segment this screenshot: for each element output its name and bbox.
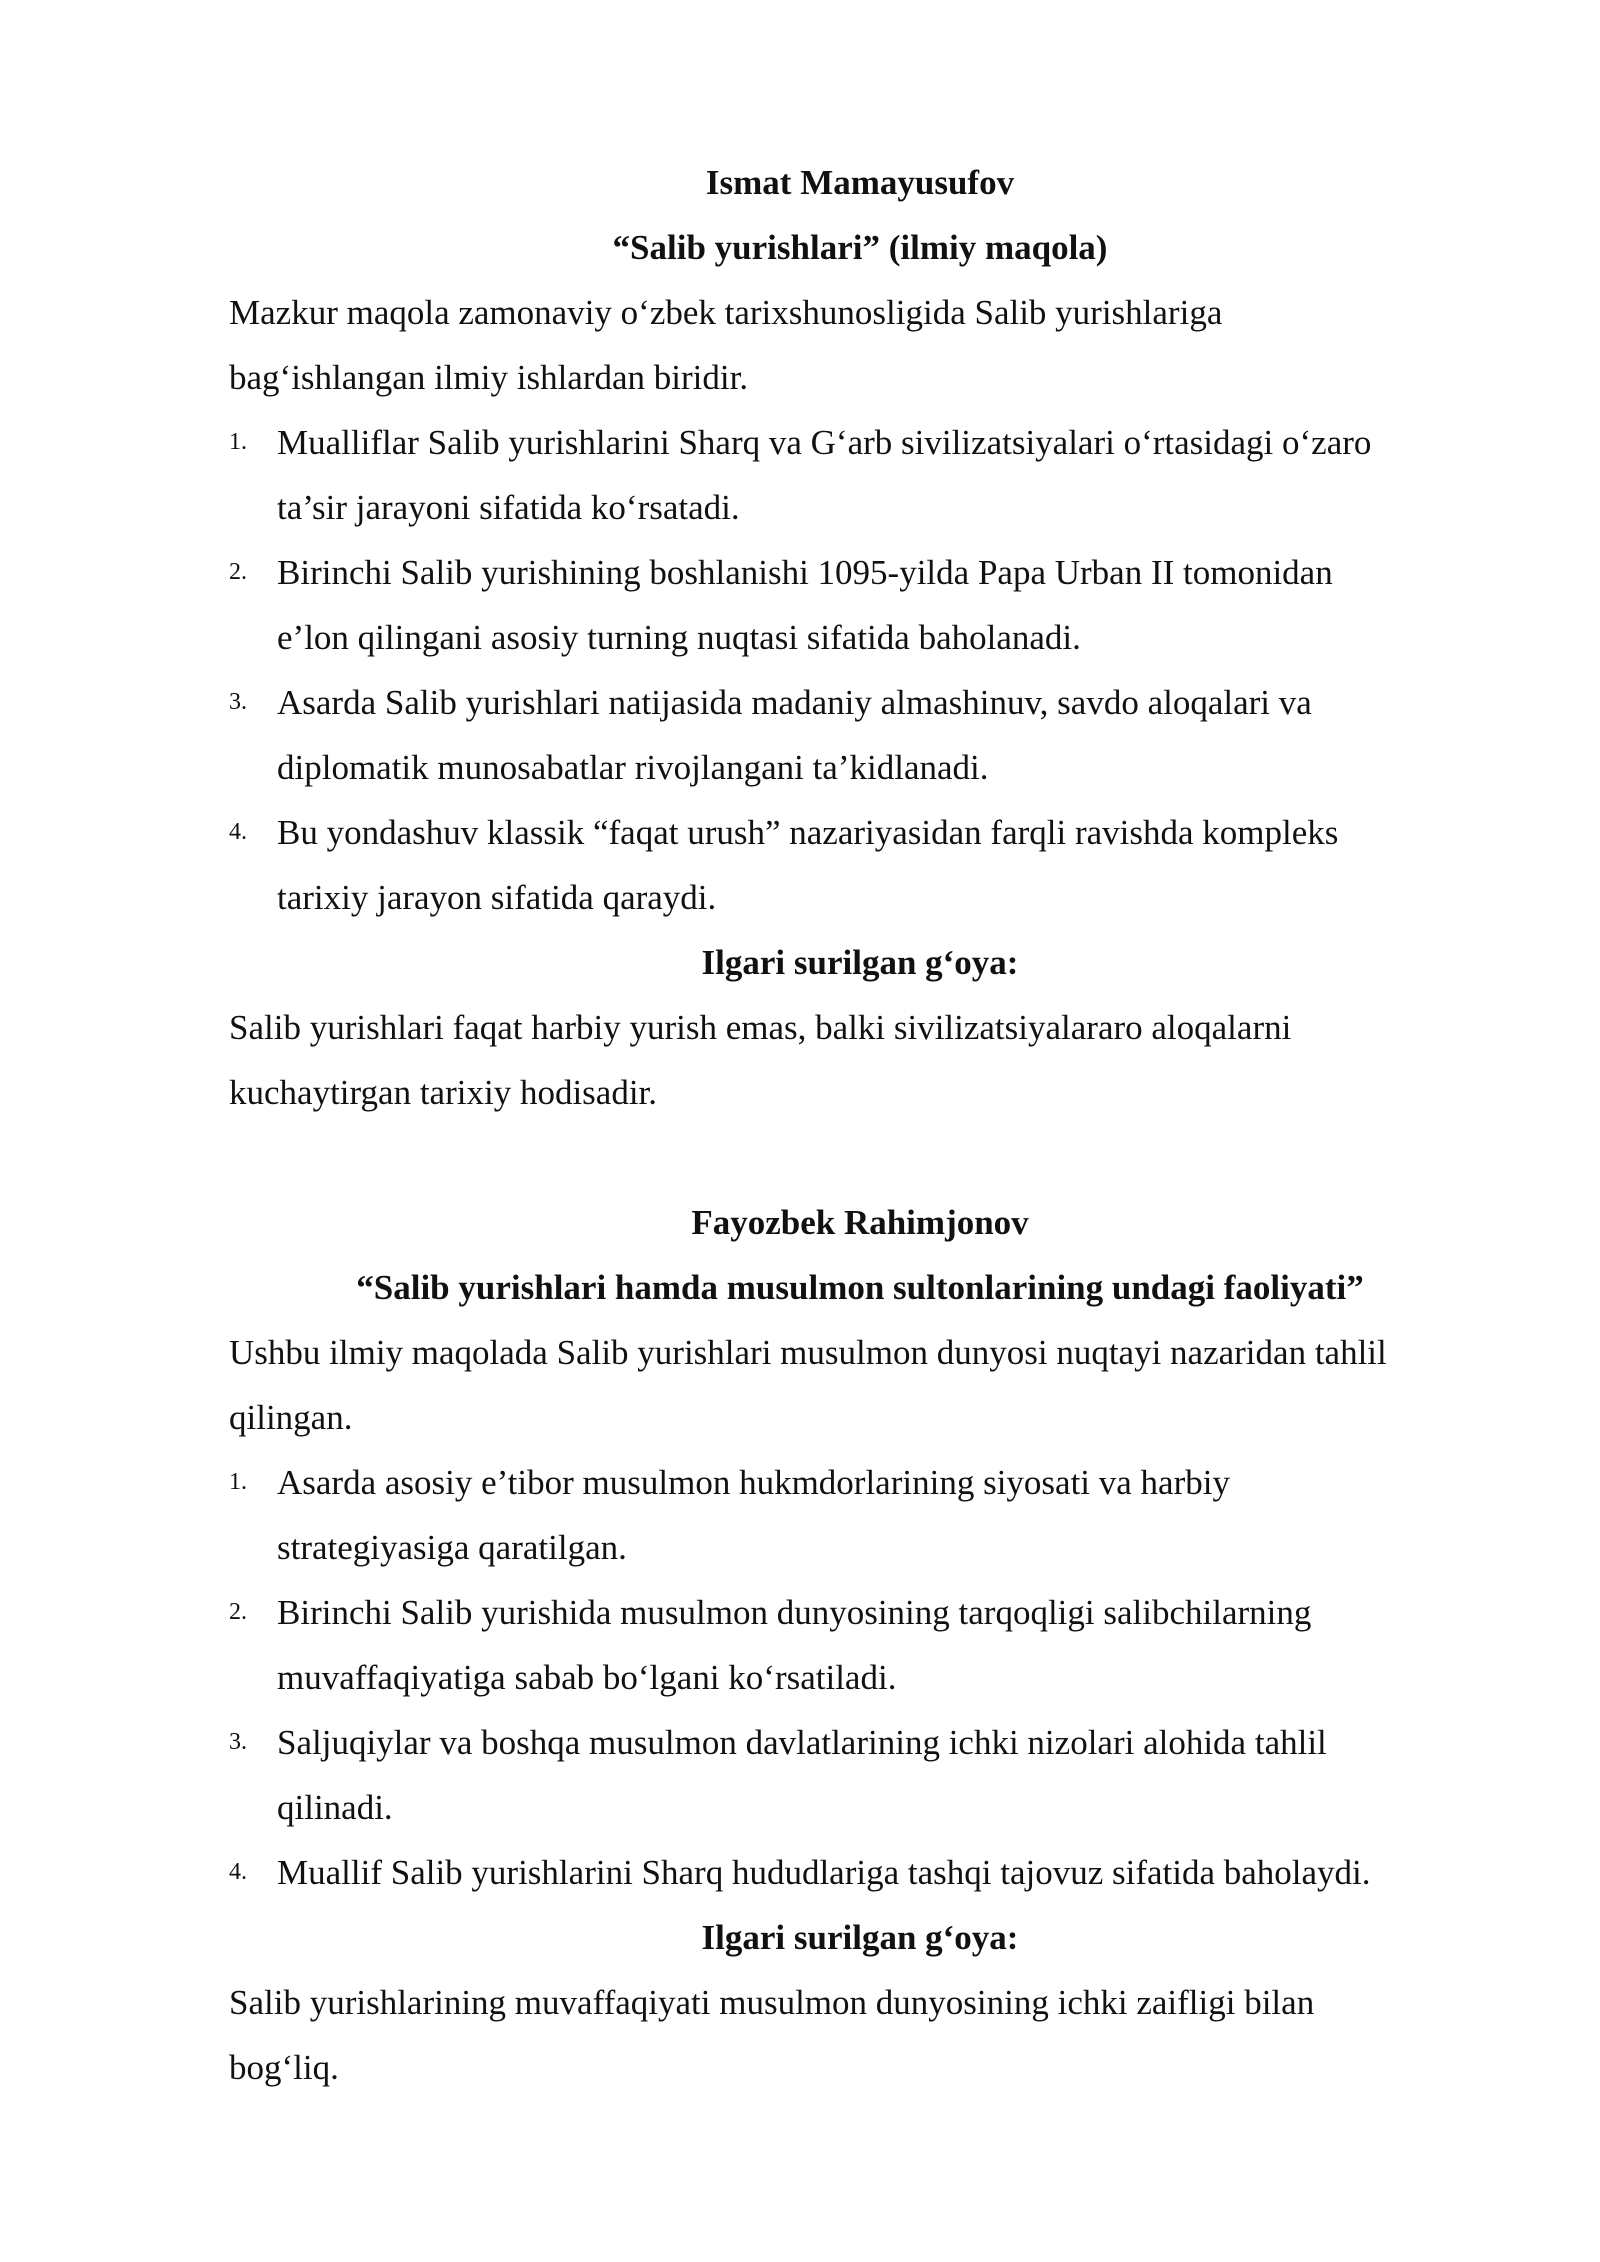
list-item bbox=[229, 800, 1491, 930]
list-item-text: Muallif Salib yurishlarini Sharq hududlariga tashqi tajovuz sifatida baholaydi. bbox=[277, 1853, 1371, 1892]
article-title: “Salib yurishlari” (ilmiy maqola) bbox=[612, 228, 1108, 267]
list-item-number: 2. bbox=[229, 1599, 247, 1625]
list-item-text: Asarda Salib yurishlari natijasida madaniy almashinuv, savdo aloqalari va bbox=[277, 683, 1312, 722]
list-item-text: qilinadi. bbox=[277, 1788, 393, 1827]
article-intro bbox=[229, 280, 1491, 410]
list-item bbox=[229, 540, 1491, 670]
article-section bbox=[229, 150, 1491, 1125]
numbered-list bbox=[229, 1450, 1491, 1905]
list-item-number: 4. bbox=[229, 1859, 247, 1885]
idea-text bbox=[229, 1970, 1491, 2100]
idea-heading: Ilgari surilgan g‘oya: bbox=[701, 943, 1019, 982]
article-author: Ismat Mamayusufov bbox=[705, 163, 1015, 202]
idea-line: bog‘liq. bbox=[229, 2048, 339, 2087]
list-item-text: Mualliflar Salib yurishlarini Sharq va G‘arb sivilizatsiyalari o‘rtasidagi o‘zaro bbox=[277, 423, 1372, 462]
list-item-text: diplomatik munosabatlar rivojlangani ta’kidlanadi. bbox=[277, 748, 989, 787]
list-item-text: Birinchi Salib yurishida musulmon dunyosining tarqoqligi salibchilarning bbox=[277, 1593, 1312, 1632]
list-item bbox=[229, 1580, 1491, 1710]
idea-line: Salib yurishlarining muvaffaqiyati musulmon dunyosining ichki zaifligi bilan bbox=[229, 1983, 1315, 2022]
intro-line: bag‘ishlangan ilmiy ishlardan biridir. bbox=[229, 358, 749, 397]
list-item bbox=[229, 1840, 1491, 1905]
list-item-text: ta’sir jarayoni sifatida ko‘rsatadi. bbox=[277, 488, 740, 527]
list-item-text: strategiyasiga qaratilgan. bbox=[277, 1528, 627, 1567]
idea-text bbox=[229, 995, 1491, 1125]
section-spacer bbox=[229, 1125, 1491, 1190]
list-item-text: Bu yondashuv klassik “faqat urush” nazariyasidan farqli ravishda kompleks bbox=[277, 813, 1339, 852]
intro-line: qilingan. bbox=[229, 1398, 353, 1437]
list-item-number: 3. bbox=[229, 689, 247, 715]
article-intro bbox=[229, 1320, 1491, 1450]
article-title: “Salib yurishlari hamda musulmon sultonlarining undagi faoliyati” bbox=[356, 1268, 1364, 1307]
list-item-text: Birinchi Salib yurishining boshlanishi 1095-yilda Papa Urban II tomonidan bbox=[277, 553, 1333, 592]
list-item-number: 1. bbox=[229, 429, 247, 455]
intro-line: Ushbu ilmiy maqolada Salib yurishlari musulmon dunyosi nuqtayi nazaridan tahlil bbox=[229, 1333, 1387, 1372]
list-item-text: muvaffaqiyatiga sabab bo‘lgani ko‘rsatiladi. bbox=[277, 1658, 897, 1697]
list-item bbox=[229, 410, 1491, 540]
list-item bbox=[229, 1450, 1491, 1580]
list-item-number: 3. bbox=[229, 1729, 247, 1755]
article-section bbox=[229, 1190, 1491, 2100]
document-content bbox=[229, 150, 1491, 2100]
list-item-text: tarixiy jarayon sifatida qaraydi. bbox=[277, 878, 717, 917]
list-item bbox=[229, 1710, 1491, 1840]
idea-line: kuchaytirgan tarixiy hodisadir. bbox=[229, 1073, 658, 1112]
list-item-text: Asarda asosiy e’tibor musulmon hukmdorlarining siyosati va harbiy bbox=[277, 1463, 1230, 1502]
list-item bbox=[229, 670, 1491, 800]
list-item-number: 4. bbox=[229, 819, 247, 845]
list-item-number: 1. bbox=[229, 1469, 247, 1495]
idea-heading: Ilgari surilgan g‘oya: bbox=[701, 1918, 1019, 1957]
list-item-text: Saljuqiylar va boshqa musulmon davlatlarining ichki nizolari alohida tahlil bbox=[277, 1723, 1327, 1762]
numbered-list bbox=[229, 410, 1491, 930]
article-author: Fayozbek Rahimjonov bbox=[691, 1203, 1029, 1242]
intro-line: Mazkur maqola zamonaviy o‘zbek tarixshunosligida Salib yurishlariga bbox=[229, 293, 1223, 332]
list-item-number: 2. bbox=[229, 559, 247, 585]
list-item-text: e’lon qilingani asosiy turning nuqtasi sifatida baholanadi. bbox=[277, 618, 1081, 657]
idea-line: Salib yurishlari faqat harbiy yurish emas, balki sivilizatsiyalararo aloqalarni bbox=[229, 1008, 1292, 1047]
